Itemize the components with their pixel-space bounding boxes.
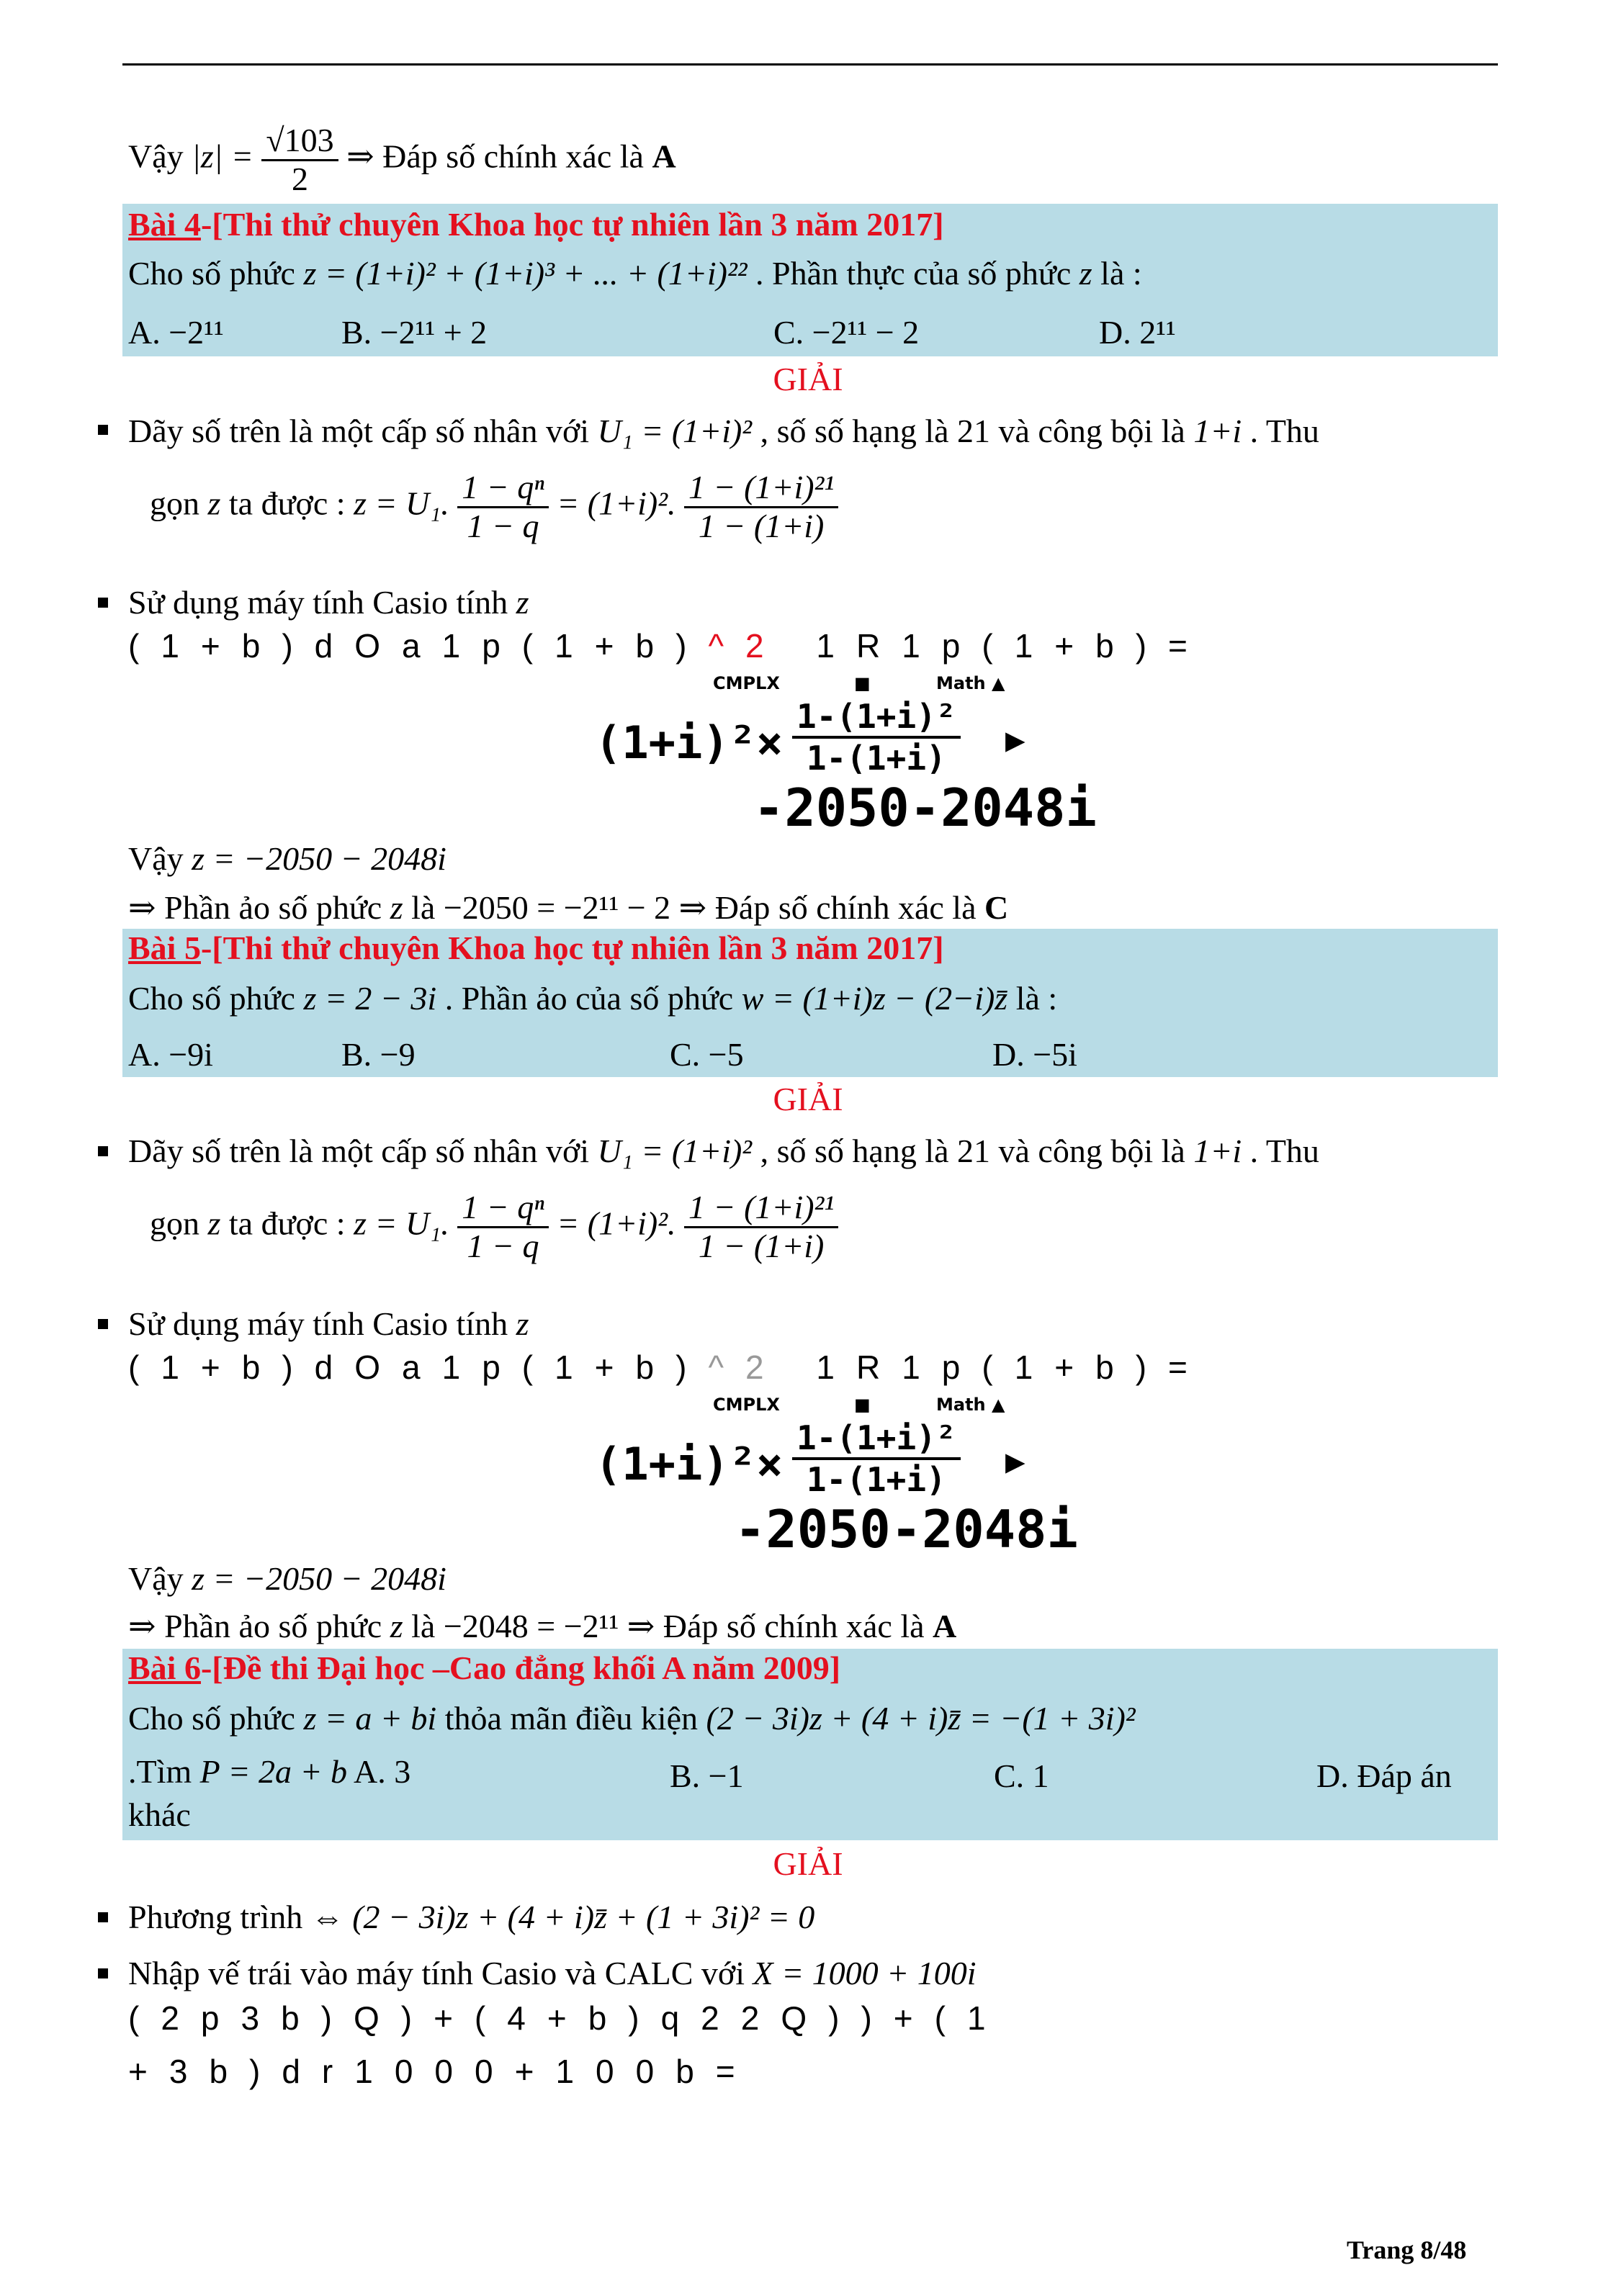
bai6-box [122, 1649, 1498, 1840]
bai4-b2: Sử dụng máy tính Casio tính [128, 584, 508, 621]
bai5-statement [128, 981, 1057, 1017]
intro-tail: ⇒ Đáp số chính xác là [346, 138, 644, 175]
bai4-option-c: C. −2¹¹ − 2 [773, 314, 920, 351]
bai4-header [128, 207, 944, 243]
bai4-vay [128, 841, 446, 878]
bai6-option-c: C. 1 [994, 1757, 1049, 1794]
bai5-screen-expr: (1+i)²× [595, 1438, 784, 1490]
bai4-concl-a: ⇒ Phần ảo số phức [128, 889, 382, 926]
bai5-keys-hat: ^2 [708, 1349, 786, 1386]
bai4-gon-b: ta được : [228, 485, 346, 522]
bai6-stmt-math: z = a + bi [303, 1700, 437, 1737]
header-rule [122, 63, 1498, 66]
bai4-gon-z: z [207, 485, 221, 522]
bai6-stmt-math2: (2 − 3i)z + (4 + i)z̄ = −(1 + 3i)² [706, 1700, 1136, 1737]
intro-line [128, 122, 676, 197]
bai5-option-d: D. −5i [992, 1036, 1077, 1073]
bai5-gon-z: z [207, 1205, 221, 1242]
bai5-gon-f1n: 1 − qⁿ [457, 1189, 549, 1228]
bai5-vay [128, 1561, 446, 1598]
bullet-icon [98, 1319, 108, 1329]
bai5-stmt-b: . Phần ảo của số phức [444, 980, 734, 1017]
bai4-giai: GIẢI [773, 361, 843, 397]
bai4-bullet2 [128, 585, 529, 621]
bai4-gon-line [150, 469, 838, 544]
bai4-cmplx-indicator: CMPLX [713, 673, 780, 693]
bai6-key-sequence-2: +3b)dr1000+100b= [128, 2053, 757, 2090]
bai5-header [128, 930, 944, 967]
bai6-line2-a: .Tìm [128, 1753, 192, 1790]
bai6-option-d: D. Đáp án [1316, 1757, 1452, 1794]
bai5-screen-result: -2050-2048i [735, 1499, 1078, 1559]
bai4-screen-arrow: ▶ [1005, 720, 1025, 759]
bai4-gon-f2n: 1 − (1+i)²¹ [684, 469, 838, 508]
bai6-b1-math: ⇔ (2 − 3i)z + (4 + i)z̄ + (1 + 3i)² = 0 [310, 1899, 815, 1935]
bai5-gon-mid: = (1+i)². [557, 1205, 676, 1242]
bai5-gon-f2d: 1 − (1+i) [698, 1227, 825, 1264]
bai6-b2-math: X = 1000 + 100i [753, 1955, 977, 1991]
bai5-option-c: C. −5 [670, 1036, 744, 1073]
bai4-statement [128, 256, 1142, 292]
bai4-concl-b: là −2050 = −2¹¹ − 2 ⇒ Đáp số chính xác là [411, 889, 977, 926]
bai4-option-a: A. −2¹¹ [128, 314, 224, 351]
bai4-title: -[Thi thử chuyên Khoa học tự nhiên lần 3 năm 2017] [200, 206, 944, 243]
bai4-concl-z: z [390, 889, 403, 926]
bullet-icon [98, 425, 108, 435]
intro-answer: A [652, 138, 676, 175]
bai5-screen-fd: 1-(1+i) [806, 1460, 946, 1499]
bai4-option-b: B. −2¹¹ + 2 [341, 314, 488, 351]
bai6-title: -[Đề thi Đại học –Cao đẳng khối A năm 2009] [200, 1649, 841, 1686]
bai5-giai: GIẢI [773, 1081, 843, 1117]
bai5-screen-fn: 1-(1+i)² [792, 1418, 961, 1460]
bai4-b1-q: 1+i [1193, 413, 1242, 449]
bai4-num: Bài 4 [128, 206, 201, 243]
bai6-b1-a: Phương trình [128, 1899, 303, 1935]
bai6-option-d-cont: khác [128, 1796, 191, 1833]
bullet-icon [98, 1912, 108, 1922]
bai5-gon-b: ta được : [228, 1205, 346, 1242]
bai4-vay-math: z = −2050 − 2048i [192, 840, 446, 877]
bai5-option-b: B. −9 [341, 1036, 416, 1073]
intro-den: 2 [292, 160, 308, 197]
bai5-b1-q: 1+i [1193, 1133, 1242, 1169]
bai5-b2: Sử dụng máy tính Casio tính [128, 1305, 508, 1342]
bai5-title: -[Thi thử chuyên Khoa học tự nhiên lần 3 năm 2017] [200, 929, 944, 966]
bullet-icon [98, 1146, 108, 1156]
bai4-stmt-math: z = (1+i)² + (1+i)³ + ... + (1+i)²² [303, 255, 748, 292]
bai4-stmt-a: Cho số phức [128, 255, 295, 292]
bai5-vay-math: z = −2050 − 2048i [192, 1560, 446, 1597]
bai5-num: Bài 5 [128, 929, 201, 966]
bai4-b1-u: U₁ = (1+i)² [597, 413, 753, 449]
bai5-vay-text: Vậy [128, 1560, 184, 1597]
bai4-b1-a: Dãy số trên là một cấp số nhân với [128, 413, 590, 449]
bai5-concl-z: z [390, 1608, 403, 1644]
bai5-gon-frac2 [684, 1189, 838, 1264]
bai5-b2-z: z [516, 1305, 529, 1342]
bai5-screen-arrow: ▶ [1005, 1441, 1025, 1480]
bai5-bullet1 [128, 1133, 1319, 1170]
bai5-gon-f2n: 1 − (1+i)²¹ [684, 1189, 838, 1228]
bai4-math-indicator: Math ▲ [936, 673, 1005, 693]
bai5-stmt-c: là : [1015, 980, 1058, 1017]
bai4-conclusion [128, 890, 1008, 927]
bai4-screen-expr: (1+i)²× [595, 716, 784, 769]
bai4-key-sequence [128, 626, 1209, 665]
bai6-stmt-b: thỏa mãn điều kiện [444, 1700, 698, 1737]
bai5-b1-u: U₁ = (1+i)² [597, 1133, 753, 1169]
bai5-cmplx-indicator: CMPLX [713, 1395, 780, 1415]
bai6-bullet2 [128, 1955, 976, 1992]
bai5-r-indicator: ■ [854, 1395, 871, 1415]
bai5-b1-d: . Thu [1249, 1133, 1319, 1169]
bai5-gon-line [150, 1189, 838, 1264]
bai6-num: Bài 6 [128, 1649, 201, 1686]
bai5-b1-b: , số số hạng là [760, 1133, 949, 1169]
bai4-keys-a: (1+b)dOa1p(1+b) [128, 627, 709, 665]
bai4-screen-result: -2050-2048i [753, 778, 1097, 838]
bai4-keys-hat: ^2 [708, 627, 786, 665]
bai5-keys-a: (1+b)dOa1p(1+b) [128, 1349, 709, 1386]
bai4-vay-text: Vậy [128, 840, 184, 877]
bai4-b1-n: 21 [957, 413, 991, 449]
bai6-b2-a: Nhập vế trái vào máy tính Casio và CALC với [128, 1955, 745, 1991]
bai5-keys-b: 1R1p(1+b)= [816, 1349, 1209, 1386]
bai6-option-b: B. −1 [670, 1757, 744, 1794]
bai4-gon-frac1 [457, 469, 549, 544]
bai6-option-a: A. 3 [354, 1753, 411, 1790]
bai4-gon-lhs: z = U₁. [354, 485, 449, 522]
bai4-stmt-b: . Phần thực của số phức [755, 255, 1072, 292]
bai6-statement [128, 1701, 1136, 1737]
bai6-header [128, 1650, 840, 1687]
bai4-stmt-z: z [1079, 255, 1092, 292]
bai4-gon-f1d: 1 − q [467, 507, 539, 544]
intro-fraction [261, 122, 338, 197]
bai5-math-indicator: Math ▲ [936, 1395, 1005, 1415]
bai5-gon-f1d: 1 − q [467, 1227, 539, 1264]
bai5-stmt-a: Cho số phức [128, 980, 295, 1017]
bai5-gon-lhs: z = U₁. [354, 1205, 449, 1242]
page-footer: Trang 8/48 [1347, 2236, 1467, 2264]
bai6-stmt-a: Cho số phức [128, 1700, 295, 1737]
bai6-line2 [128, 1754, 410, 1791]
bullet-icon [98, 1968, 108, 1978]
bai4-b1-b: , số số hạng là [760, 413, 949, 449]
bai5-b1-c: và công bội là [998, 1133, 1185, 1169]
bai4-keys-b: 1R1p(1+b)= [816, 627, 1209, 665]
intro-modz: |z| = [192, 138, 253, 175]
bai6-key-sequence-1: (2p3b)Q)+(4+b)q22Q))+(1 [128, 1999, 1007, 2037]
bai4-gon-f2d: 1 − (1+i) [698, 507, 825, 544]
bai4-gon-mid: = (1+i)². [557, 485, 676, 522]
bai4-screen-frac [792, 697, 961, 778]
bai5-b1-a: Dãy số trên là một cấp số nhân với [128, 1133, 590, 1169]
bai4-b2-z: z [516, 584, 529, 621]
bai5-concl-a: ⇒ Phần ảo số phức [128, 1608, 382, 1644]
intro-vay: Vậy [128, 138, 184, 175]
bai6-bullet1 [128, 1899, 814, 1936]
bai4-gon-frac2 [684, 469, 838, 544]
bai4-gon-a: gọn [150, 485, 199, 522]
bai5-box [122, 929, 1498, 1077]
bai4-box [122, 204, 1498, 356]
bai4-r-indicator: ■ [854, 673, 871, 693]
bai4-gon-f1n: 1 − qⁿ [457, 469, 549, 508]
bai4-concl-answer: C [984, 889, 1009, 926]
bai5-b1-n: 21 [957, 1133, 991, 1169]
bai5-conclusion [128, 1608, 956, 1645]
bai5-stmt-math2: w = (1+i)z − (2−i)z̄ [741, 980, 1008, 1017]
bai5-stmt-math: z = 2 − 3i [303, 980, 437, 1017]
bai4-stmt-c: là : [1100, 255, 1142, 292]
bai4-bullet1 [128, 413, 1319, 450]
bai6-line2-math: P = 2a + b [199, 1753, 348, 1790]
bai5-concl-answer: A [933, 1608, 957, 1644]
bai4-b1-c: và công bội là [998, 413, 1185, 449]
bai5-key-sequence [128, 1348, 1209, 1387]
bai4-screen-fd: 1-(1+i) [806, 739, 946, 778]
bai5-option-a: A. −9i [128, 1036, 213, 1073]
bai4-b1-d: . Thu [1249, 413, 1319, 449]
bai4-screen-fn: 1-(1+i)² [792, 697, 961, 739]
bai5-screen-frac [792, 1418, 961, 1499]
bullet-icon [98, 598, 108, 608]
bai5-bullet2 [128, 1306, 529, 1343]
bai5-gon-a: gọn [150, 1205, 199, 1242]
bai6-giai: GIẢI [773, 1845, 843, 1882]
bai4-option-d: D. 2¹¹ [1099, 314, 1176, 351]
intro-sqrt: √103 [261, 122, 338, 161]
bai5-concl-b: là −2048 = −2¹¹ ⇒ Đáp số chính xác là [411, 1608, 925, 1644]
bai5-gon-frac1 [457, 1189, 549, 1264]
